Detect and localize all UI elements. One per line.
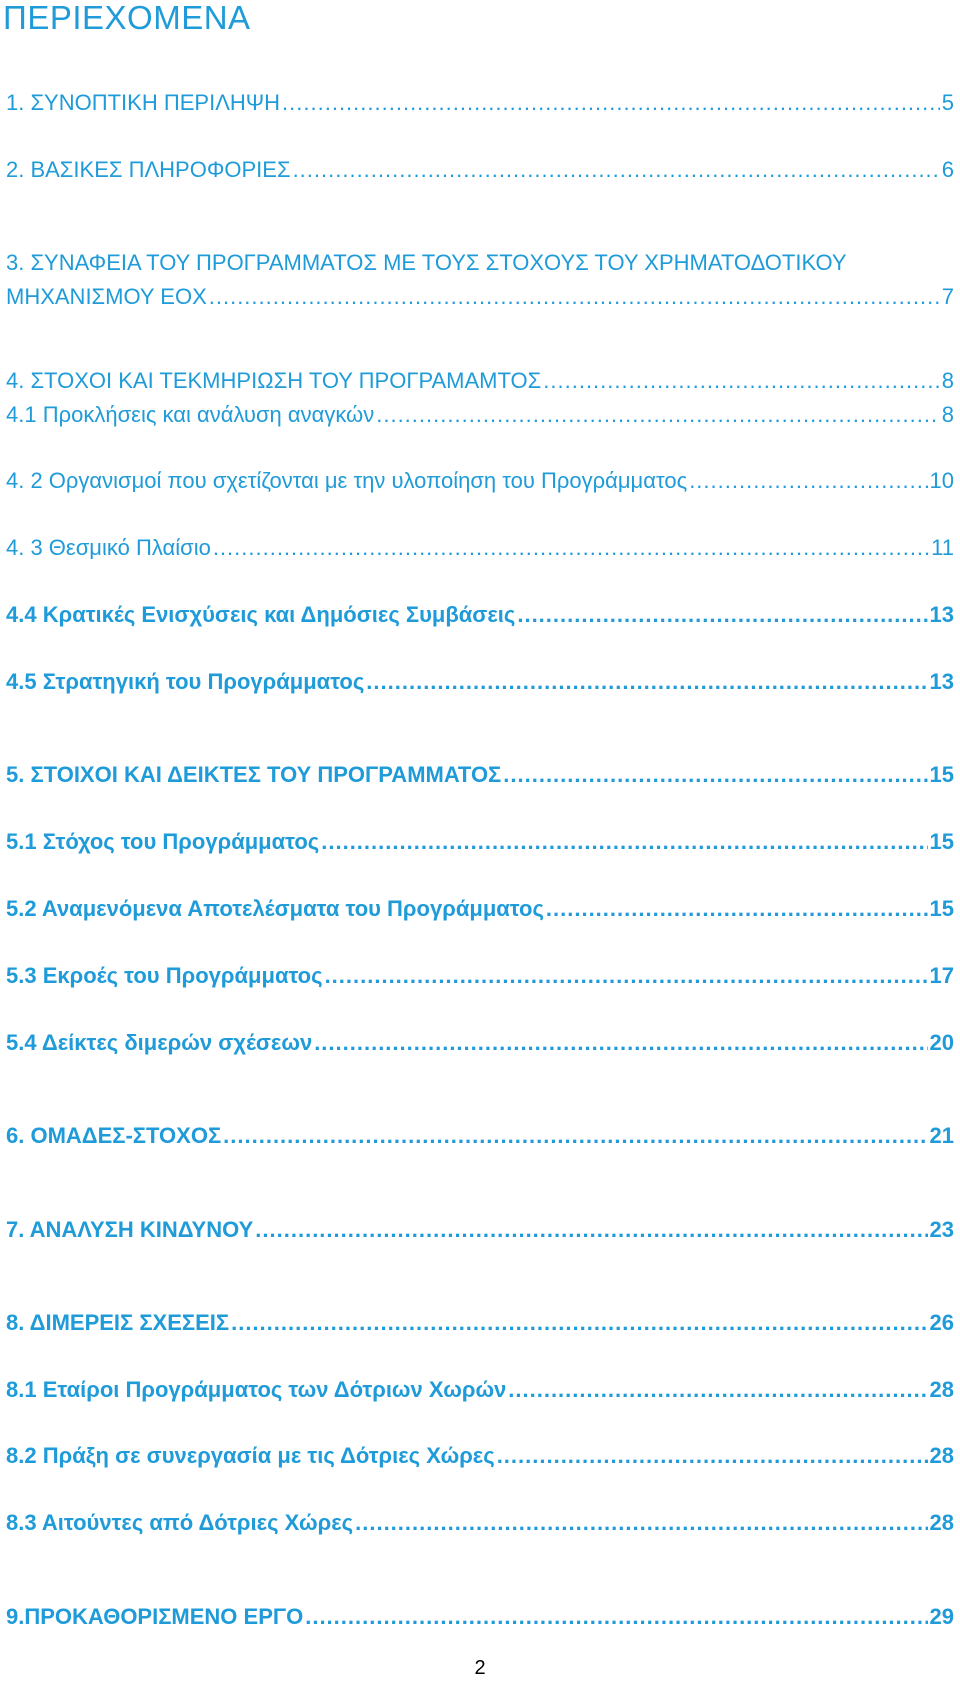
toc-entry-text: 4. 3 Θεσμικό Πλαίσιο: [6, 535, 211, 560]
toc-entry-4[interactable]: [6, 366, 954, 396]
toc-entry-text: 5. ΣΤΟΙΧΟΙ ΚΑΙ ΔΕΙΚΤΕΣ ΤΟΥ ΠΡΟΓΡΑΜΜΑΤΟΣ: [6, 762, 502, 787]
toc-entry-text: 5.1 Στόχος του Προγράμματος: [6, 829, 320, 854]
toc-dot-leader: [209, 282, 940, 312]
page-title: ΠΕΡΙΕΧΟΜΕΝΑ: [3, 0, 251, 36]
toc-entry-text: 8. ΔΙΜΕΡΕΙΣ ΣΧΕΣΕΙΣ: [6, 1310, 230, 1335]
toc-entry-3[interactable]: [6, 282, 954, 312]
toc-dot-leader: [376, 400, 940, 430]
toc-dot-leader: [305, 1602, 927, 1632]
toc-entry-text: 9.ΠΡΟΚΑΘΟΡΙΣΜΕΝΟ ΕΡΓΟ: [6, 1604, 304, 1629]
toc-dot-leader: [314, 1028, 927, 1058]
toc-entry-text: 5.3 Εκροές του Προγράμματος: [6, 963, 323, 988]
toc-page-number: 28: [929, 1510, 954, 1535]
toc-page-number: 26: [929, 1310, 954, 1335]
toc-dot-leader: [325, 961, 928, 991]
toc-dot-leader: [223, 1121, 927, 1151]
toc-dot-leader: [503, 760, 927, 790]
toc-page-number: 8: [941, 368, 954, 393]
toc-page-number: 15: [929, 829, 954, 854]
toc-entry-7[interactable]: [6, 1215, 954, 1245]
toc-page-number: 8: [941, 402, 954, 427]
toc-entry-text: 8.1 Εταίροι Προγράμματος των Δότριων Χωρών: [6, 1377, 507, 1402]
toc-dot-leader: [689, 466, 927, 496]
toc-entry-5-2[interactable]: [6, 894, 954, 924]
toc-entry-text: 4. 2 Οργανισμοί που σχετίζονται με την υλοποίηση του Προγράμματος: [6, 468, 688, 493]
toc-entry-5[interactable]: [6, 760, 954, 790]
toc-page-number: 23: [929, 1217, 954, 1242]
toc-entry-text: 4.5 Στρατηγική του Προγράμματος: [6, 669, 365, 694]
toc-entry-4-5[interactable]: [6, 667, 954, 697]
toc-entry-5-3[interactable]: [6, 961, 954, 991]
toc-dot-leader: [543, 366, 939, 396]
toc-entry-4-1[interactable]: [6, 400, 954, 430]
toc-dot-leader: [366, 667, 927, 697]
toc-entry-text: 4.4 Κρατικές Ενισχύσεις και Δημόσιες Συμβάσεις: [6, 602, 516, 627]
toc-entry-9[interactable]: [6, 1602, 954, 1632]
toc-entry-text: 6. ΟΜΑΔΕΣ-ΣΤΟΧΟΣ: [6, 1123, 222, 1148]
toc-entry-8[interactable]: [6, 1308, 954, 1338]
toc-entry-1[interactable]: [6, 88, 954, 118]
toc-page-number: 10: [929, 468, 954, 493]
toc-page-number: 21: [929, 1123, 954, 1148]
toc-entry-6[interactable]: [6, 1121, 954, 1151]
toc-entry-3-line1[interactable]: 3. ΣΥΝΑΦΕΙΑ ΤΟΥ ΠΡΟΓΡΑΜΜΑΤΟΣ ΜΕ ΤΟΥΣ ΣΤΟΧΟΥΣ ΤΟΥ ΧΡΗΜΑΤΟΔΟΤΙΚΟΥ: [6, 250, 847, 275]
footer-page-number: 2: [474, 1657, 486, 1679]
toc-entry-text: 4. ΣΤΟΧΟΙ ΚΑΙ ΤΕΚΜΗΡΙΩΣΗ ΤΟΥ ΠΡΟΓΡΑΜΑΜΤΟΣ: [6, 368, 542, 393]
toc-page-number: 6: [941, 157, 954, 182]
toc-dot-leader: [517, 600, 927, 630]
toc-entry-text: ΜΗΧΑΝΙΣΜΟΥ ΕΟΧ: [6, 284, 207, 309]
toc-page-number: 15: [929, 896, 954, 921]
toc-entry-text: 4.1 Προκλήσεις και ανάλυση αναγκών: [6, 402, 375, 427]
toc-entry-8-3[interactable]: [6, 1508, 954, 1538]
toc-entry-5-1[interactable]: [6, 827, 954, 857]
toc-page-number: 29: [929, 1604, 954, 1629]
toc-dot-leader: [497, 1441, 928, 1471]
toc-entry-2[interactable]: [6, 155, 954, 185]
toc-entry-text: 2. ΒΑΣΙΚΕΣ ΠΛΗΡΟΦΟΡΙΕΣ: [6, 157, 291, 182]
toc-dot-leader: [213, 533, 929, 563]
toc-entry-4-3[interactable]: [6, 533, 954, 563]
toc-entry-text: 1. ΣΥΝΟΠΤΙΚΗ ΠΕΡΙΛΗΨΗ: [6, 90, 281, 115]
toc-page-number: 13: [929, 602, 954, 627]
toc-entry-text: 5.4 Δείκτες διμερών σχέσεων: [6, 1030, 313, 1055]
toc-entry-4-2[interactable]: [6, 466, 954, 496]
toc-page-number: 28: [929, 1443, 954, 1468]
toc-entry-text: 8.3 Αιτούντες από Δότριες Χώρες: [6, 1510, 354, 1535]
toc-dot-leader: [546, 894, 928, 924]
toc-dot-leader: [255, 1215, 927, 1245]
toc-dot-leader: [321, 827, 927, 857]
toc-page-number: 7: [941, 284, 954, 309]
toc-dot-leader: [355, 1508, 927, 1538]
toc-entry-8-1[interactable]: [6, 1375, 954, 1405]
toc-entry-8-2[interactable]: [6, 1441, 954, 1471]
toc-entry-text: 5.2 Αναμενόμενα Αποτελέσματα του Προγράμματος: [6, 896, 544, 921]
toc-page-number: 13: [929, 669, 954, 694]
toc-page-number: 5: [941, 90, 954, 115]
toc-dot-leader: [508, 1375, 927, 1405]
toc-entry-text: 7. ΑΝΑΛΥΣΗ ΚΙΝΔΥΝΟΥ: [6, 1217, 254, 1242]
toc-page-number: 15: [929, 762, 954, 787]
toc-entry-text: 8.2 Πράξη σε συνεργασία με τις Δότριες Χώρες: [6, 1443, 495, 1468]
toc-dot-leader: [231, 1308, 927, 1338]
toc-entry-4-4[interactable]: [6, 600, 954, 630]
toc-dot-leader: [293, 155, 940, 185]
toc-page-number: 20: [929, 1030, 954, 1055]
toc-entry-5-4[interactable]: [6, 1028, 954, 1058]
toc-dot-leader: [282, 88, 940, 118]
toc-page-number: 17: [929, 963, 954, 988]
toc-page-number: 28: [929, 1377, 954, 1402]
toc-page-number: 11: [931, 535, 954, 560]
